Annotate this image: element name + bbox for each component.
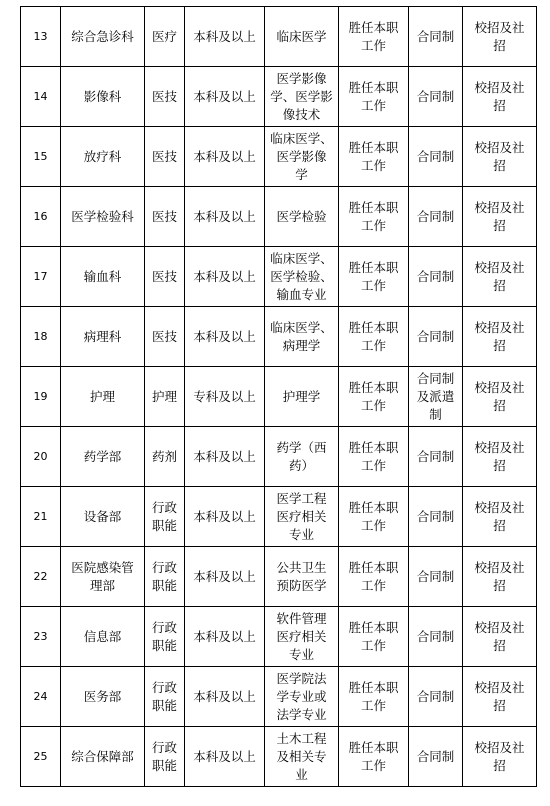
recruitment-method-cell	[463, 67, 537, 127]
recruitment-method-cell	[463, 307, 537, 367]
category-cell-text: 行政 职能	[151, 739, 177, 773]
table-row	[21, 67, 537, 127]
row-number-cell-text: 16	[33, 209, 48, 223]
department-cell-text: 设备部	[83, 508, 122, 524]
employment-type-cell-text: 合同制	[416, 688, 455, 704]
category-cell	[145, 127, 185, 187]
requirement-cell-text: 胜任本职 工作	[348, 439, 399, 473]
row-number-cell-text: 13	[33, 29, 48, 43]
education-cell	[185, 427, 265, 487]
education-cell-text: 本科及以上	[193, 688, 256, 704]
major-cell	[265, 487, 339, 547]
table-row	[21, 667, 537, 727]
table-row	[21, 427, 537, 487]
employment-type-cell	[409, 7, 463, 67]
recruitment-method-cell-text: 校招及社 招	[474, 379, 525, 413]
department-cell-text: 综合保障部	[71, 748, 134, 764]
major-cell	[265, 187, 339, 247]
row-number-cell	[21, 187, 61, 247]
employment-type-cell	[409, 247, 463, 307]
category-cell-text: 医技	[151, 148, 177, 164]
department-cell-text: 病理科	[83, 328, 122, 344]
row-number-cell	[21, 547, 61, 607]
major-cell-text: 土木工程 及相关专 业	[276, 730, 327, 782]
recruitment-method-cell-text: 校招及社 招	[474, 559, 525, 593]
requirement-cell	[339, 427, 409, 487]
department-cell	[61, 247, 145, 307]
requirement-cell	[339, 487, 409, 547]
department-cell-text: 药学部	[83, 448, 122, 464]
category-cell	[145, 367, 185, 427]
category-cell-text: 行政 职能	[151, 559, 177, 593]
education-cell-text: 专科及以上	[193, 388, 256, 404]
employment-type-cell-text: 合同制	[416, 208, 455, 224]
row-number-cell-text: 20	[33, 449, 48, 463]
recruitment-method-cell	[463, 427, 537, 487]
recruitment-table	[20, 6, 537, 787]
education-cell-text: 本科及以上	[193, 628, 256, 644]
row-number-cell-text: 19	[33, 389, 48, 403]
category-cell	[145, 247, 185, 307]
requirement-cell-text: 胜任本职 工作	[348, 319, 399, 353]
education-cell	[185, 607, 265, 667]
requirement-cell	[339, 67, 409, 127]
education-cell-text: 本科及以上	[193, 208, 256, 224]
row-number-cell-text: 22	[33, 569, 48, 583]
employment-type-cell-text: 合同制	[416, 628, 455, 644]
employment-type-cell	[409, 727, 463, 787]
department-cell-text: 影像科	[83, 88, 122, 104]
category-cell-text: 医技	[151, 208, 177, 224]
recruitment-method-cell	[463, 727, 537, 787]
recruitment-method-cell-text: 校招及社 招	[474, 319, 525, 353]
employment-type-cell-text: 合同制	[416, 268, 455, 284]
table-row	[21, 367, 537, 427]
department-cell	[61, 127, 145, 187]
requirement-cell	[339, 187, 409, 247]
department-cell	[61, 67, 145, 127]
recruitment-method-cell	[463, 487, 537, 547]
row-number-cell-text: 25	[33, 749, 48, 763]
education-cell	[185, 7, 265, 67]
requirement-cell	[339, 127, 409, 187]
major-cell-text: 护理学	[282, 388, 321, 404]
row-number-cell	[21, 727, 61, 787]
department-cell-text: 信息部	[83, 628, 122, 644]
education-cell	[185, 547, 265, 607]
category-cell	[145, 667, 185, 727]
education-cell-text: 本科及以上	[193, 568, 256, 584]
category-cell-text: 药剂	[151, 448, 177, 464]
recruitment-method-cell	[463, 607, 537, 667]
department-cell-text: 放疗科	[83, 148, 122, 164]
row-number-cell	[21, 667, 61, 727]
category-cell-text: 行政 职能	[151, 679, 177, 713]
employment-type-cell-text: 合同制	[416, 28, 455, 44]
employment-type-cell	[409, 307, 463, 367]
department-cell-text: 综合急诊科	[71, 28, 134, 44]
recruitment-method-cell-text: 校招及社 招	[474, 679, 525, 713]
education-cell	[185, 187, 265, 247]
requirement-cell-text: 胜任本职 工作	[348, 499, 399, 533]
requirement-cell-text: 胜任本职 工作	[348, 19, 399, 53]
major-cell-text: 医学院法 学专业或 法学专业	[276, 670, 327, 722]
major-cell-text: 临床医学、 医学影像 学	[270, 130, 333, 182]
employment-type-cell-text: 合同制	[416, 448, 455, 464]
recruitment-method-cell	[463, 187, 537, 247]
row-number-cell-text: 14	[33, 89, 48, 103]
department-cell	[61, 487, 145, 547]
major-cell	[265, 607, 339, 667]
recruitment-method-cell-text: 校招及社 招	[474, 199, 525, 233]
table-row	[21, 127, 537, 187]
category-cell-text: 医技	[151, 88, 177, 104]
major-cell	[265, 367, 339, 427]
department-cell	[61, 427, 145, 487]
table-row	[21, 727, 537, 787]
row-number-cell-text: 21	[33, 509, 48, 523]
education-cell-text: 本科及以上	[193, 268, 256, 284]
education-cell-text: 本科及以上	[193, 148, 256, 164]
table-row	[21, 607, 537, 667]
recruitment-method-cell	[463, 127, 537, 187]
recruitment-method-cell-text: 校招及社 招	[474, 19, 525, 53]
recruitment-method-cell-text: 校招及社 招	[474, 79, 525, 113]
education-cell	[185, 127, 265, 187]
table-row	[21, 7, 537, 67]
category-cell	[145, 187, 185, 247]
employment-type-cell	[409, 547, 463, 607]
education-cell	[185, 727, 265, 787]
recruitment-method-cell-text: 校招及社 招	[474, 139, 525, 173]
category-cell-text: 护理	[151, 388, 177, 404]
employment-type-cell	[409, 487, 463, 547]
row-number-cell	[21, 607, 61, 667]
department-cell	[61, 727, 145, 787]
row-number-cell	[21, 247, 61, 307]
requirement-cell-text: 胜任本职 工作	[348, 739, 399, 773]
department-cell	[61, 607, 145, 667]
row-number-cell-text: 15	[33, 149, 48, 163]
requirement-cell	[339, 7, 409, 67]
row-number-cell	[21, 367, 61, 427]
education-cell	[185, 667, 265, 727]
employment-type-cell	[409, 187, 463, 247]
major-cell	[265, 7, 339, 67]
requirement-cell	[339, 547, 409, 607]
row-number-cell	[21, 427, 61, 487]
row-number-cell	[21, 487, 61, 547]
requirement-cell-text: 胜任本职 工作	[348, 679, 399, 713]
education-cell	[185, 67, 265, 127]
major-cell-text: 药学（西 药）	[276, 439, 327, 473]
employment-type-cell	[409, 667, 463, 727]
department-cell-text: 护理	[89, 388, 115, 404]
major-cell-text: 临床医学、 病理学	[270, 319, 333, 353]
category-cell-text: 医技	[151, 268, 177, 284]
requirement-cell-text: 胜任本职 工作	[348, 379, 399, 413]
major-cell	[265, 67, 339, 127]
employment-type-cell	[409, 427, 463, 487]
education-cell	[185, 247, 265, 307]
recruitment-method-cell	[463, 667, 537, 727]
employment-type-cell-text: 合同制	[416, 748, 455, 764]
employment-type-cell	[409, 367, 463, 427]
table-row	[21, 487, 537, 547]
recruitment-method-cell-text: 校招及社 招	[474, 499, 525, 533]
row-number-cell-text: 23	[33, 629, 48, 643]
major-cell-text: 医学工程 医疗相关 专业	[276, 490, 327, 542]
department-cell	[61, 547, 145, 607]
recruitment-method-cell	[463, 7, 537, 67]
table-body	[21, 7, 537, 787]
employment-type-cell	[409, 127, 463, 187]
recruitment-method-cell-text: 校招及社 招	[474, 259, 525, 293]
row-number-cell-text: 17	[33, 269, 48, 283]
category-cell	[145, 727, 185, 787]
requirement-cell	[339, 307, 409, 367]
requirement-cell-text: 胜任本职 工作	[348, 619, 399, 653]
employment-type-cell	[409, 607, 463, 667]
category-cell	[145, 67, 185, 127]
requirement-cell-text: 胜任本职 工作	[348, 139, 399, 173]
category-cell-text: 行政 职能	[151, 499, 177, 533]
category-cell-text: 医疗	[151, 28, 177, 44]
education-cell	[185, 307, 265, 367]
recruitment-method-cell-text: 校招及社 招	[474, 439, 525, 473]
education-cell-text: 本科及以上	[193, 508, 256, 524]
major-cell-text: 软件管理 医疗相关 专业	[276, 610, 327, 662]
requirement-cell	[339, 727, 409, 787]
major-cell	[265, 307, 339, 367]
major-cell-text: 公共卫生 预防医学	[276, 559, 327, 593]
department-cell-text: 医学检验科	[71, 208, 134, 224]
major-cell-text: 医学检验	[276, 208, 327, 224]
education-cell-text: 本科及以上	[193, 448, 256, 464]
major-cell	[265, 127, 339, 187]
education-cell	[185, 367, 265, 427]
table-row	[21, 547, 537, 607]
category-cell	[145, 7, 185, 67]
department-cell-text: 医院感染管 理部	[71, 559, 134, 593]
category-cell	[145, 307, 185, 367]
major-cell-text: 临床医学	[276, 28, 327, 44]
major-cell-text: 临床医学、 医学检验、 输血专业	[270, 250, 333, 302]
requirement-cell-text: 胜任本职 工作	[348, 199, 399, 233]
recruitment-method-cell	[463, 247, 537, 307]
table-row	[21, 187, 537, 247]
employment-type-cell-text: 合同制	[416, 148, 455, 164]
row-number-cell	[21, 7, 61, 67]
requirement-cell-text: 胜任本职 工作	[348, 259, 399, 293]
education-cell-text: 本科及以上	[193, 328, 256, 344]
department-cell	[61, 7, 145, 67]
category-cell	[145, 427, 185, 487]
recruitment-method-cell-text: 校招及社 招	[474, 739, 525, 773]
department-cell	[61, 187, 145, 247]
category-cell	[145, 607, 185, 667]
requirement-cell	[339, 247, 409, 307]
row-number-cell-text: 18	[33, 329, 48, 343]
requirement-cell	[339, 667, 409, 727]
education-cell-text: 本科及以上	[193, 748, 256, 764]
major-cell	[265, 667, 339, 727]
education-cell	[185, 487, 265, 547]
recruitment-method-cell	[463, 547, 537, 607]
recruitment-method-cell-text: 校招及社 招	[474, 619, 525, 653]
requirement-cell-text: 胜任本职 工作	[348, 79, 399, 113]
row-number-cell	[21, 307, 61, 367]
department-cell-text: 医务部	[83, 688, 122, 704]
employment-type-cell-text: 合同制	[416, 88, 455, 104]
employment-type-cell-text: 合同制	[416, 508, 455, 524]
requirement-cell	[339, 367, 409, 427]
department-cell	[61, 307, 145, 367]
major-cell	[265, 427, 339, 487]
department-cell	[61, 667, 145, 727]
department-cell	[61, 367, 145, 427]
major-cell-text: 医学影像 学、医学影 像技术	[270, 70, 333, 122]
department-cell-text: 输血科	[83, 268, 122, 284]
row-number-cell	[21, 67, 61, 127]
table-row	[21, 247, 537, 307]
major-cell	[265, 727, 339, 787]
major-cell	[265, 547, 339, 607]
category-cell-text: 医技	[151, 328, 177, 344]
employment-type-cell-text: 合同制	[416, 328, 455, 344]
category-cell	[145, 547, 185, 607]
employment-type-cell-text: 合同制 及派遣 制	[416, 370, 455, 422]
row-number-cell-text: 24	[33, 689, 48, 703]
employment-type-cell	[409, 67, 463, 127]
education-cell-text: 本科及以上	[193, 28, 256, 44]
employment-type-cell-text: 合同制	[416, 568, 455, 584]
recruitment-method-cell	[463, 367, 537, 427]
table-row	[21, 307, 537, 367]
major-cell	[265, 247, 339, 307]
requirement-cell-text: 胜任本职 工作	[348, 559, 399, 593]
row-number-cell	[21, 127, 61, 187]
category-cell-text: 行政 职能	[151, 619, 177, 653]
education-cell-text: 本科及以上	[193, 88, 256, 104]
category-cell	[145, 487, 185, 547]
requirement-cell	[339, 607, 409, 667]
